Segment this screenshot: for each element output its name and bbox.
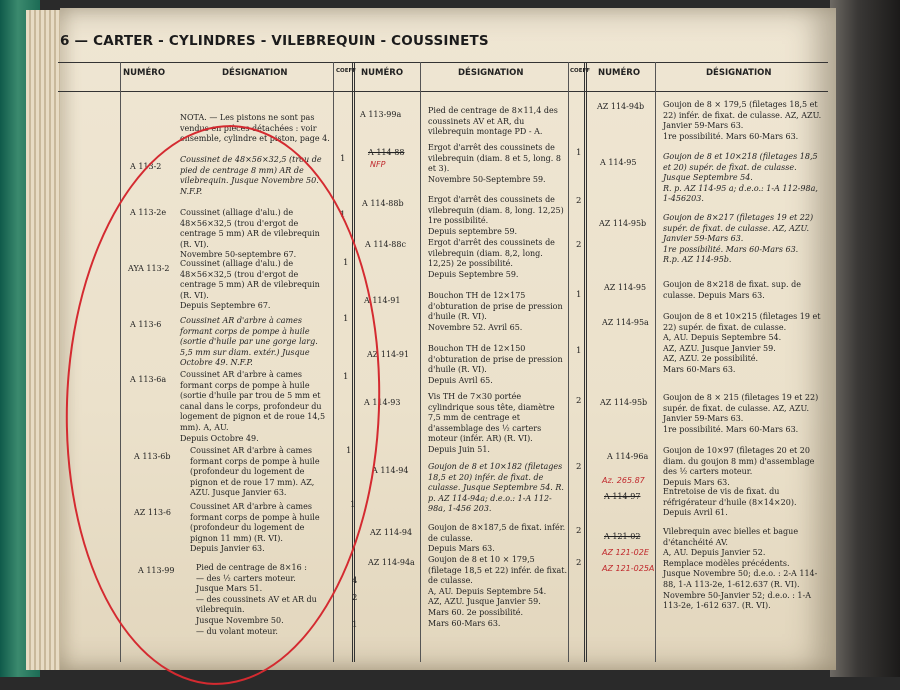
part-designation: Coussinet AR d'arbre à cames formant corps de pompe à huile (sortie d'huile par une gorge larg. 5,5 mm sur diam. extér.) Jusque Octobre 49. N.F.P. [180, 316, 318, 368]
part-number: A 113-2 [130, 162, 162, 171]
part-number: A 113-6a [130, 375, 167, 384]
col-divider [655, 62, 656, 662]
part-number: A 113-2e [130, 208, 167, 217]
part-number: A 114-93 [364, 398, 401, 407]
coeff-value: 1 [576, 290, 582, 300]
part-designation: Pied de centrage de 8×11,4 des coussinets AV et AR, du vilebrequin montage PD - A. [428, 106, 558, 137]
book-binding-right [830, 0, 900, 677]
part-number: A 114-95 [600, 158, 637, 167]
part-designation: Bouchon TH de 12×175 d'obturation de prise de pression d'huile (R. VI). Novembre 52. Avril 65. [428, 291, 563, 332]
part-number: A 113-6b [134, 452, 171, 461]
header-numero: NUMÉRO [123, 68, 166, 78]
part-number: AZ 114-94 [370, 528, 413, 537]
part-number: A 114-94 [372, 466, 409, 475]
part-number: A 113-99 [138, 566, 175, 575]
part-designation: Vis TH de 7×30 portée cylindrique sous tête, diamètre 7,5 mm de centrage et d'assemblage des ½ carters moteur (infér. AR) (R. VI). Depuis Juin 51. [428, 392, 555, 454]
part-designation: Coussinet (alliage d'alu.) de 48×56×32,5 (trou d'ergot de centrage 5 mm) AR de vilebrequin (R. VI). Depuis Septembre 67. [180, 259, 320, 311]
coeff-value: 1 [576, 148, 582, 158]
coeff-value: 2 [576, 196, 582, 206]
part-designation: Goujon de 8 et 10×218 (filetages 18,5 et 20) supér. de fixat. de culasse. Jusque Septembre 54. R. p. AZ 114-95 a; d.e.o.: 1-A 112-98a, 1-456203. [663, 152, 818, 204]
part-designation: Goujon de 8×187,5 de fixat. infér. de culasse. Depuis Mars 63. [428, 523, 566, 554]
part-designation: Vilebrequin avec bielles et bague d'étanchéité AV. A, AU. Depuis Janvier 52. Remplace modèles précédents. Jusque Novembre 50; d.e.o. : 2-A 114-88, 1-A 113-2e, 1-612.637 (R. VI). Novembre 50-Janvier 52; d.e.o. : 1-A 113-2e, 1-612 637. (R. VI). [663, 527, 818, 611]
coeff-value: 1 [350, 500, 356, 510]
part-designation: Ergot d'arrêt des coussinets de vilebrequin (diam. 8, long. 12,25) 1re possibilité. Depuis septembre 59. [428, 195, 564, 236]
part-number: A 114-91 [364, 296, 401, 305]
part-number: AZ 114-94a [368, 558, 415, 567]
handwritten-note: AZ 121-025A [602, 564, 655, 573]
part-designation: Goujon de 8 et 10×182 (filetages 18,5 et 20) infér. de fixat. de culasse. Jusque Septembre 54. R. p. AZ 114-94a; d.e.o.: 1-A 112-98a, 1-456 203. [428, 462, 564, 514]
handwritten-note: AZ 121-02E [602, 548, 649, 557]
part-designation: Goujon de 8 × 215 (filetages 19 et 22) supér. de fixat. de culasse. AZ, AZU. Janvier 59-Mars 63. 1re possibilité. Mars 60-Mars 63. [663, 393, 819, 434]
col-divider [584, 62, 587, 662]
part-number: AZ 114-91 [367, 350, 410, 359]
coeff-value: 1 [576, 346, 582, 356]
coeff-value: 1 [343, 372, 349, 382]
header-numero: NUMÉRO [361, 68, 404, 78]
handwritten-note: Az. 265.87 [602, 476, 645, 485]
part-designation: Goujon de 8 et 10 × 179,5 (filetage 18,5 et 22) infér. de fixat. de culasse. A, AU. Depuis Septembre 54. AZ, AZU. Jusque Janvier 59. Mars 60. 2e possibilité. Mars 60-Mars 63. [428, 555, 568, 628]
header-coeff: COEFF [336, 68, 356, 74]
coeff-value: 2 [352, 593, 358, 603]
nota-text: NOTA. — Les pistons ne sont pas vendus en pièces détachées : voir ensemble, cylindre et piston, page 4. [180, 113, 330, 144]
part-designation: Coussinet AR d'arbre à cames formant corps de pompe à huile (profondeur du logement de pignon et de roue 17 mm). AZ, AZU. Jusque Janvier 63. [190, 446, 320, 498]
header-coeff: COEFF [570, 68, 590, 74]
part-designation: Pied de centrage de 8×16 : — des ½ carters moteur. Jusque Mars 51. — des coussinets AV et AR du vilebrequin. Jusque Novembre 50. — du volant moteur. [196, 563, 317, 636]
coeff-value: 2 [576, 526, 582, 536]
part-designation: Entretoise de vis de fixat. du réfrigérateur d'huile (8×14×20). Depuis Avril 61. [663, 487, 797, 518]
table-top-rule [58, 62, 828, 63]
header-designation: DÉSIGNATION [458, 68, 524, 78]
coeff-value: 2 [576, 462, 582, 472]
part-designation: Goujon de 8 × 179,5 (filetages 18,5 et 22) infér. de fixat. de culasse. AZ, AZU. Janvier 59-Mars 63. 1re possibilité. Mars 60-Mars 63. [663, 100, 822, 141]
header-numero: NUMÉRO [598, 68, 641, 78]
handwritten-note: NFP [370, 160, 386, 169]
coeff-value: 1 [343, 258, 349, 268]
part-designation: Goujon de 8×218 de fixat. sup. de culasse. Depuis Mars 63. [663, 280, 801, 300]
part-designation: Ergot d'arrêt des coussinets de vilebrequin (diam. 8,2, long. 12,25) 2e possibilité. Depuis Septembre 59. [428, 238, 555, 279]
part-designation: Coussinet AR d'arbre à cames formant corps de pompe à huile (sortie d'huile par trou de 5 mm et canal dans le corps, profondeur du logement de pignon et de roue 14,5 mm). A, AU. Depuis Octobre 49. [180, 370, 326, 443]
coeff-value: 2 [576, 396, 582, 406]
coeff-value: 1 [340, 210, 346, 220]
part-designation: Bouchon TH de 12×150 d'obturation de prise de pression d'huile (R. VI). Depuis Avril 65. [428, 344, 563, 385]
part-designation: Coussinet (alliage d'alu.) de 48×56×32,5 (trou d'ergot de centrage 5 mm) AR de vilebrequin (R. VI). Novembre 50-septembre 67. [180, 208, 320, 260]
part-number: AZ 114-95 [604, 283, 647, 292]
part-number: A 121-02 [604, 532, 641, 541]
part-number: A 113-99a [360, 110, 402, 119]
part-number: AZ 114-95a [602, 318, 649, 327]
col-divider [568, 62, 569, 662]
part-designation: Goujon de 8 et 10×215 (filetages 19 et 22) supér. de fixat. de culasse. A, AU. Depuis Septembre 54. AZ, AZU. Jusque Janvier 59. AZ, AZU. 2e possibilité. Mars 60-Mars 63. [663, 312, 821, 374]
coeff-value: 1 [343, 314, 349, 324]
part-number: AZ 114-95b [600, 398, 648, 407]
part-designation: Ergot d'arrêt des coussinets de vilebrequin (diam. 8 et 5, long. 8 et 3). Novembre 50-Septembre 59. [428, 143, 561, 184]
table-header-rule [58, 91, 828, 92]
coeff-value: 2 [576, 558, 582, 568]
part-number: AYA 113-2 [128, 264, 170, 273]
page-title: 6 — CARTER - CYLINDRES - VILEBREQUIN - COUSSINETS [60, 33, 489, 49]
part-number: A 114-97 [604, 492, 641, 501]
header-designation: DÉSIGNATION [222, 68, 288, 78]
part-number: AZ 114-95b [599, 219, 647, 228]
coeff-value: 1 [346, 446, 352, 456]
coeff-value: 4 [352, 576, 358, 586]
part-number: A 114-96a [607, 452, 649, 461]
col-divider [420, 62, 421, 662]
part-number: A 114-88 [368, 148, 405, 157]
part-number: A 113-6 [130, 320, 162, 329]
coeff-value: 2 [576, 240, 582, 250]
part-number: A 114-88b [362, 199, 404, 208]
part-number: AZ 114-94b [597, 102, 645, 111]
part-designation: Coussinet de 48×56×32,5 (trou de pied de centrage 8 mm) AR de vilebrequin. Jusque Novembre 50. N.F.P. [180, 155, 322, 196]
coeff-value: 1 [352, 620, 358, 630]
part-designation: Goujon de 8×217 (filetages 19 et 22) supér. de fixat. de culasse. AZ, AZU. Janvier 59-Mars 63. 1re possibilité. Mars 60-Mars 63. R.p. AZ 114-95b. [663, 213, 814, 265]
header-designation: DÉSIGNATION [706, 68, 772, 78]
part-number: A 114-88c [365, 240, 406, 249]
part-designation: Goujon de 10×97 (filetages 20 et 20 diam. du goujon 8 mm) d'assemblage des ½ carters moteur. Depuis Mars 63. [663, 446, 815, 487]
coeff-value: 1 [340, 154, 346, 164]
part-designation: Coussinet AR d'arbre à cames formant corps de pompe à huile (profondeur du logement de pignon 11 mm) (R. VI). Depuis Janvier 63. [190, 502, 320, 554]
part-number: AZ 113-6 [134, 508, 171, 517]
